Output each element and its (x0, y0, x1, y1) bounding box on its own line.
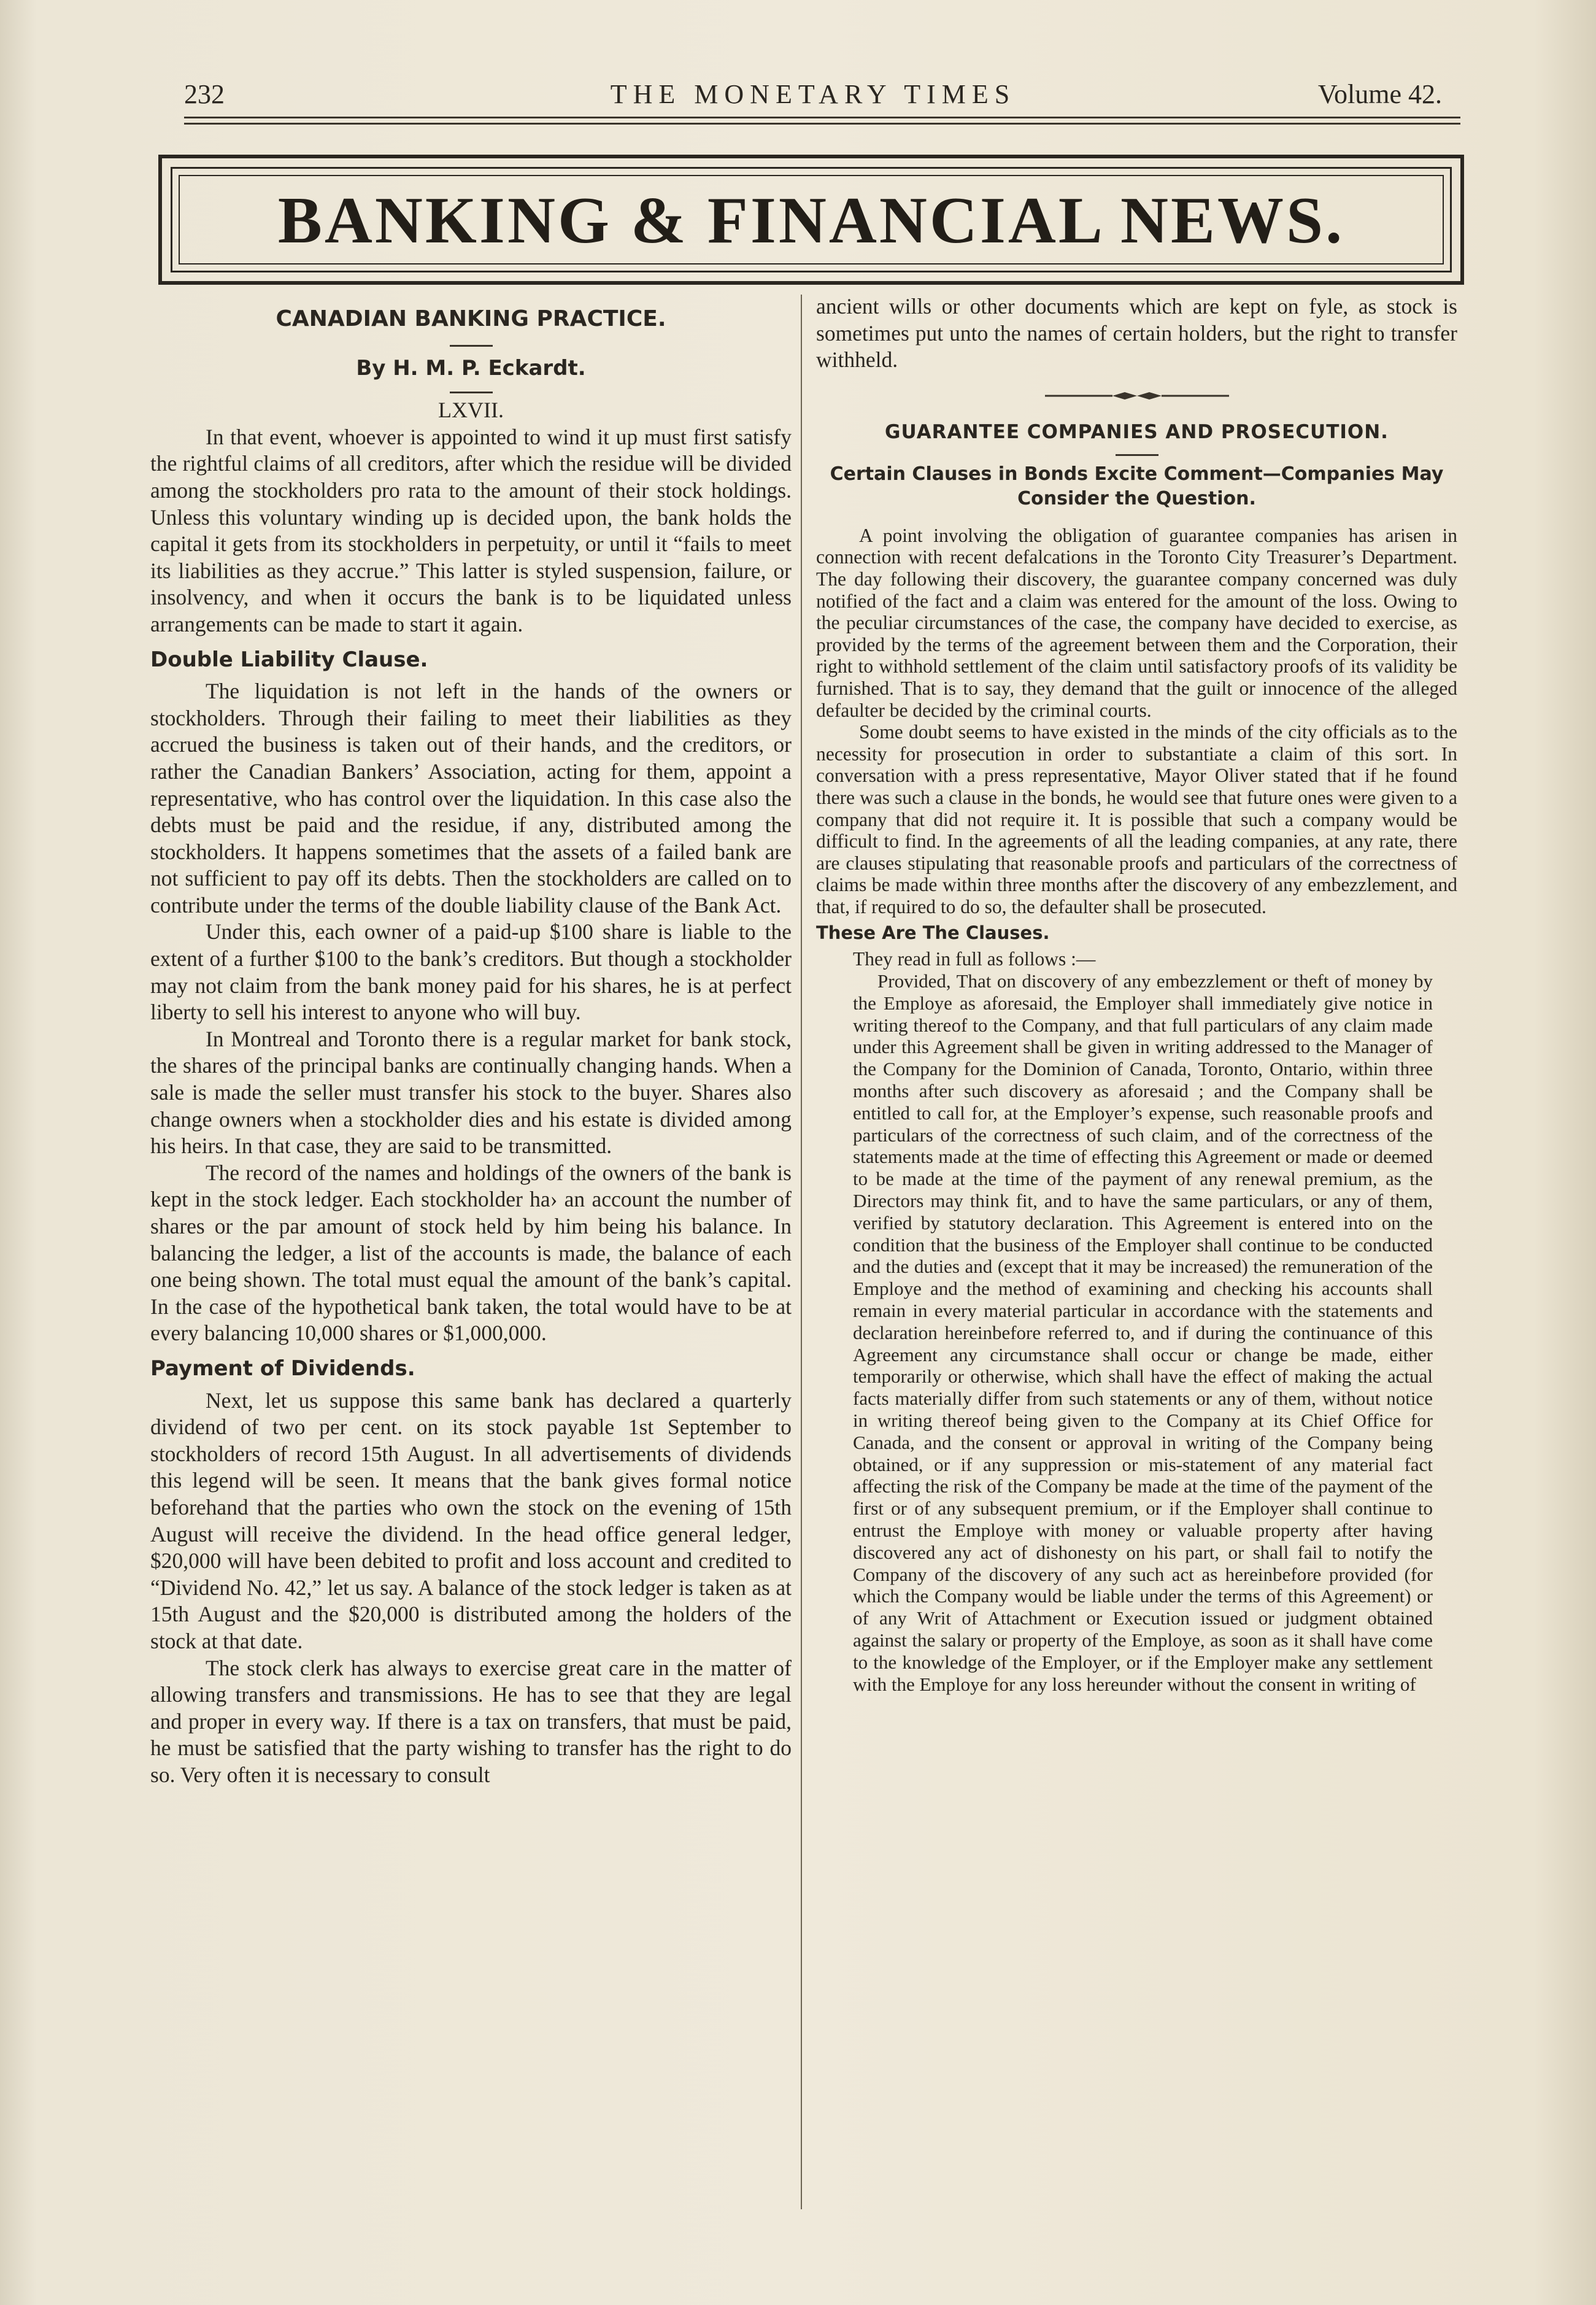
right-column (816, 293, 1457, 1695)
running-header (184, 79, 1442, 115)
column-divider (801, 295, 802, 2209)
section-banner (158, 155, 1464, 285)
publication-title: THE MONETARY TIMES (610, 79, 1016, 109)
article-paragraph: The liquidation is not left in the hands of the owners or stockholders. Through their failing to meet their liabilities as they accrued the business is taken out of their hands, and the creditors, or rather the Canadian Bankers’ Association, acting for them, appoint a representative, who has control over the liquidation. In this case also the debts must be paid and the residue, if any, distributed among the stockholders. It happens sometimes that the assets of a failed bank are not sufficient to pay off its debts. Then the stockholders are called on to contribute under the terms of the double liability clause of the Bank Act. (150, 679, 792, 917)
article-number: LXVII. (438, 398, 504, 423)
section-heading: Payment of Dividends. (150, 1356, 415, 1381)
section-heading: Double Liability Clause. (150, 647, 428, 672)
article-paragraph: Under this, each owner of a paid-up $100 share is liable to the extent of a further $100 to the bank’s creditors. But though a stockholder may not claim from the bank money paid for his shares, he is at perfect liberty to sell his interest to anyone who will buy. (150, 919, 792, 1025)
left-column (150, 293, 792, 1788)
article-title: CANADIAN BANKING PRACTICE. (276, 306, 666, 331)
title-rule (1116, 454, 1158, 456)
article-paragraph: A point involving the obligation of guarantee companies has arisen in connection with recent defalcations in the Toronto City Treasurer’s Department. The day following their discovery, the guarantee company concerned was duly notified of the fact and a claim was entered for the amount of the loss. Owing to the peculiar circumstances of the case, the company have decided to exercise, as provided by the terms of the agreement between them and the Corporation, their right to withhold settlement of the claim until satisfactory proofs of its validity be furnished. That is to say, they demand that the guilt or innocence of the alleged defaulter be decided by the criminal courts. (816, 524, 1457, 721)
quoted-clause (853, 970, 1433, 1695)
banner-title: BANKING & FINANCIAL NEWS. (277, 184, 1345, 257)
article-paragraph: Next, let us suppose this same bank has declared a quarterly dividend of two per cent. on its stock payable 1st September to stockholders of record 15th August. In all advertisements of dividends this legend will be seen. It means that the bank gives formal notice beforehand that the parties who own the stock on the evening of 15th August will receive the dividend. In the head office general ledger, $20,000 will have been debited to profit and loss account and credited to “Dividend No. 42,” let us say. A balance of the stock ledger is taken as at 15th August and the $20,000 is distributed among the holders of the stock at that date. (150, 1388, 792, 1653)
article-continuation: ancient wills or other documents which are kept on fyle, as stock is sometimes put unto the names of certain holders, but the right to transfer withheld. (816, 294, 1457, 373)
article-paragraph: Some doubt seems to have existed in the minds of the city officials as to the necessity for prosecution in order to substantiate a claim of this sort. In conversation with a press representative, Mayor Oliver stated that if he found there was such a clause in the bonds, he would see that future ones were given to a company that did not require it. It is possible that such a company would be difficult to find. In the agreements of all the leading companies, at any rate, there are clauses stipulating that reasonable proofs and particulars of the correctness of claims be made within three months after the discovery of any embezzlement, and that, if required to do so, the defaulter shall be prosecuted. (816, 721, 1457, 917)
article-title: GUARANTEE COMPANIES AND PROSECUTION. (885, 420, 1389, 443)
volume-label: Volume 42. (1317, 79, 1442, 109)
byline-rule (450, 392, 493, 393)
article-paragraph: The record of the names and holdings of the owners of the bank is kept in the stock ledger. Each stockholder ha› an account the number of shares or the par amount of stock held by him being his balance. In balancing the ledger, a list of the accounts is made, the balance of each one being shown. The total must equal the amount of the bank’s capital. In the case of the hypothetical bank taken, the total would have to be at every balancing 10,000 shares or $1,000,000. (150, 1160, 792, 1346)
article-paragraph: In that event, whoever is appointed to wind it up must first satisfy the rightful claims of all creditors, after which the residue will be divided among the stockholders pro rata to the amount of their stock holdings. Unless this voluntary winding up is decided upon, the bank holds the capital it gets from its stockholders in perpetuity, or until it “fails to meet its liabilities as they accrue.” This latter is styled suspension, failure, or insolvency, and when it occurs the bank is to be liquidated unless arrangements can be made to start it again. (150, 424, 792, 636)
article-body (816, 525, 1457, 918)
article-byline: By H. M. P. Eckardt. (356, 355, 586, 380)
section-heading: These Are The Clauses. (816, 922, 1050, 944)
title-rule (450, 345, 493, 347)
ornament-divider (816, 390, 1457, 405)
header-rule-top (184, 117, 1460, 118)
article-paragraph: In Montreal and Toronto there is a regular market for bank stock, the shares of the principal banks are continually changing hands. When a sale is made the seller must transfer his stock to the buyer. Shares also change owners when a stockholder dies and his estate is divided among his heirs. In that case, they are said to be transmitted. (150, 1026, 792, 1159)
header-rule-bottom (184, 123, 1460, 125)
article-subtitle: Certain Clauses in Bonds Excite Comment—Companies May Consider the Question. (830, 463, 1444, 509)
page-number: 232 (184, 79, 225, 109)
ornament-rule-icon (1045, 390, 1229, 402)
article-paragraph: The stock clerk has always to exercise great care in the matter of allowing transfers and transmissions. He has to see that they are legal and proper in every way. If there is a tax on transfers, that must be paid, he must be satisfied that the party wishing to transfer has the right to do so. Very often it is necessary to consult (150, 1655, 792, 1787)
clause-text: Provided, That on discovery of any embezzlement or theft of money by the Employe as aforesaid, the Employer shall immediately give notice in writing thereof to the Company, and that full particulars of any claim made under this Agreement shall be given in writing addressed to the Manager of the Company for the Dominion of Canada, Toronto, Ontario, within three months after such discovery as aforesaid ; and the Company shall be entitled to call for, at the Employer’s expense, such reasonable proofs and particulars of the correctness of such claim, and of the correctness of the statements made at the time of effecting this Agreement or made or deemed to be made at the time of the payment of any renewal premium, as the Directors may think fit, and to have the same particulars, or any of them, verified by statutory declaration. This Agreement is entered into on the condition that the business of the Employer shall continue to be conducted and the duties and (except that it may be increased) the remuneration of the Employe and the method of examining and checking his accounts shall remain in every material particular in accordance with the statements and declaration hereinbefore referred to, and if during the continuance of this Agreement any circumstance shall occur or change be made, either temporarily or otherwise, which shall have the effect of making the actual facts materially differ from such statements or any of them, without notice in writing thereof being given to the Company at its Chief Office for Canada, and the consent or approval in writing of the Company being obtained, or if any suppression or mis-statement of any material fact affecting the risk of the Company be made at the time of the payment of the first or of any subsequent premium, or if the Employer shall continue to entrust the Employe with money or valuable property after having discovered any act of dishonesty on his part, or shall fail to notify the Company of the discovery of any such act as hereinbefore provided (for which the Company would be liable under the terms of this Agreement) or of any Writ of Attachment or Execution issued or judgment obtained against the salary or property of the Employe, as soon as it shall have come to the knowledge of the Employer, or if the Employer make any settlement with the Employe for any loss hereunder without the consent in writing of (853, 970, 1433, 1695)
clauses-intro: They read in full as follows :— (853, 948, 1096, 970)
